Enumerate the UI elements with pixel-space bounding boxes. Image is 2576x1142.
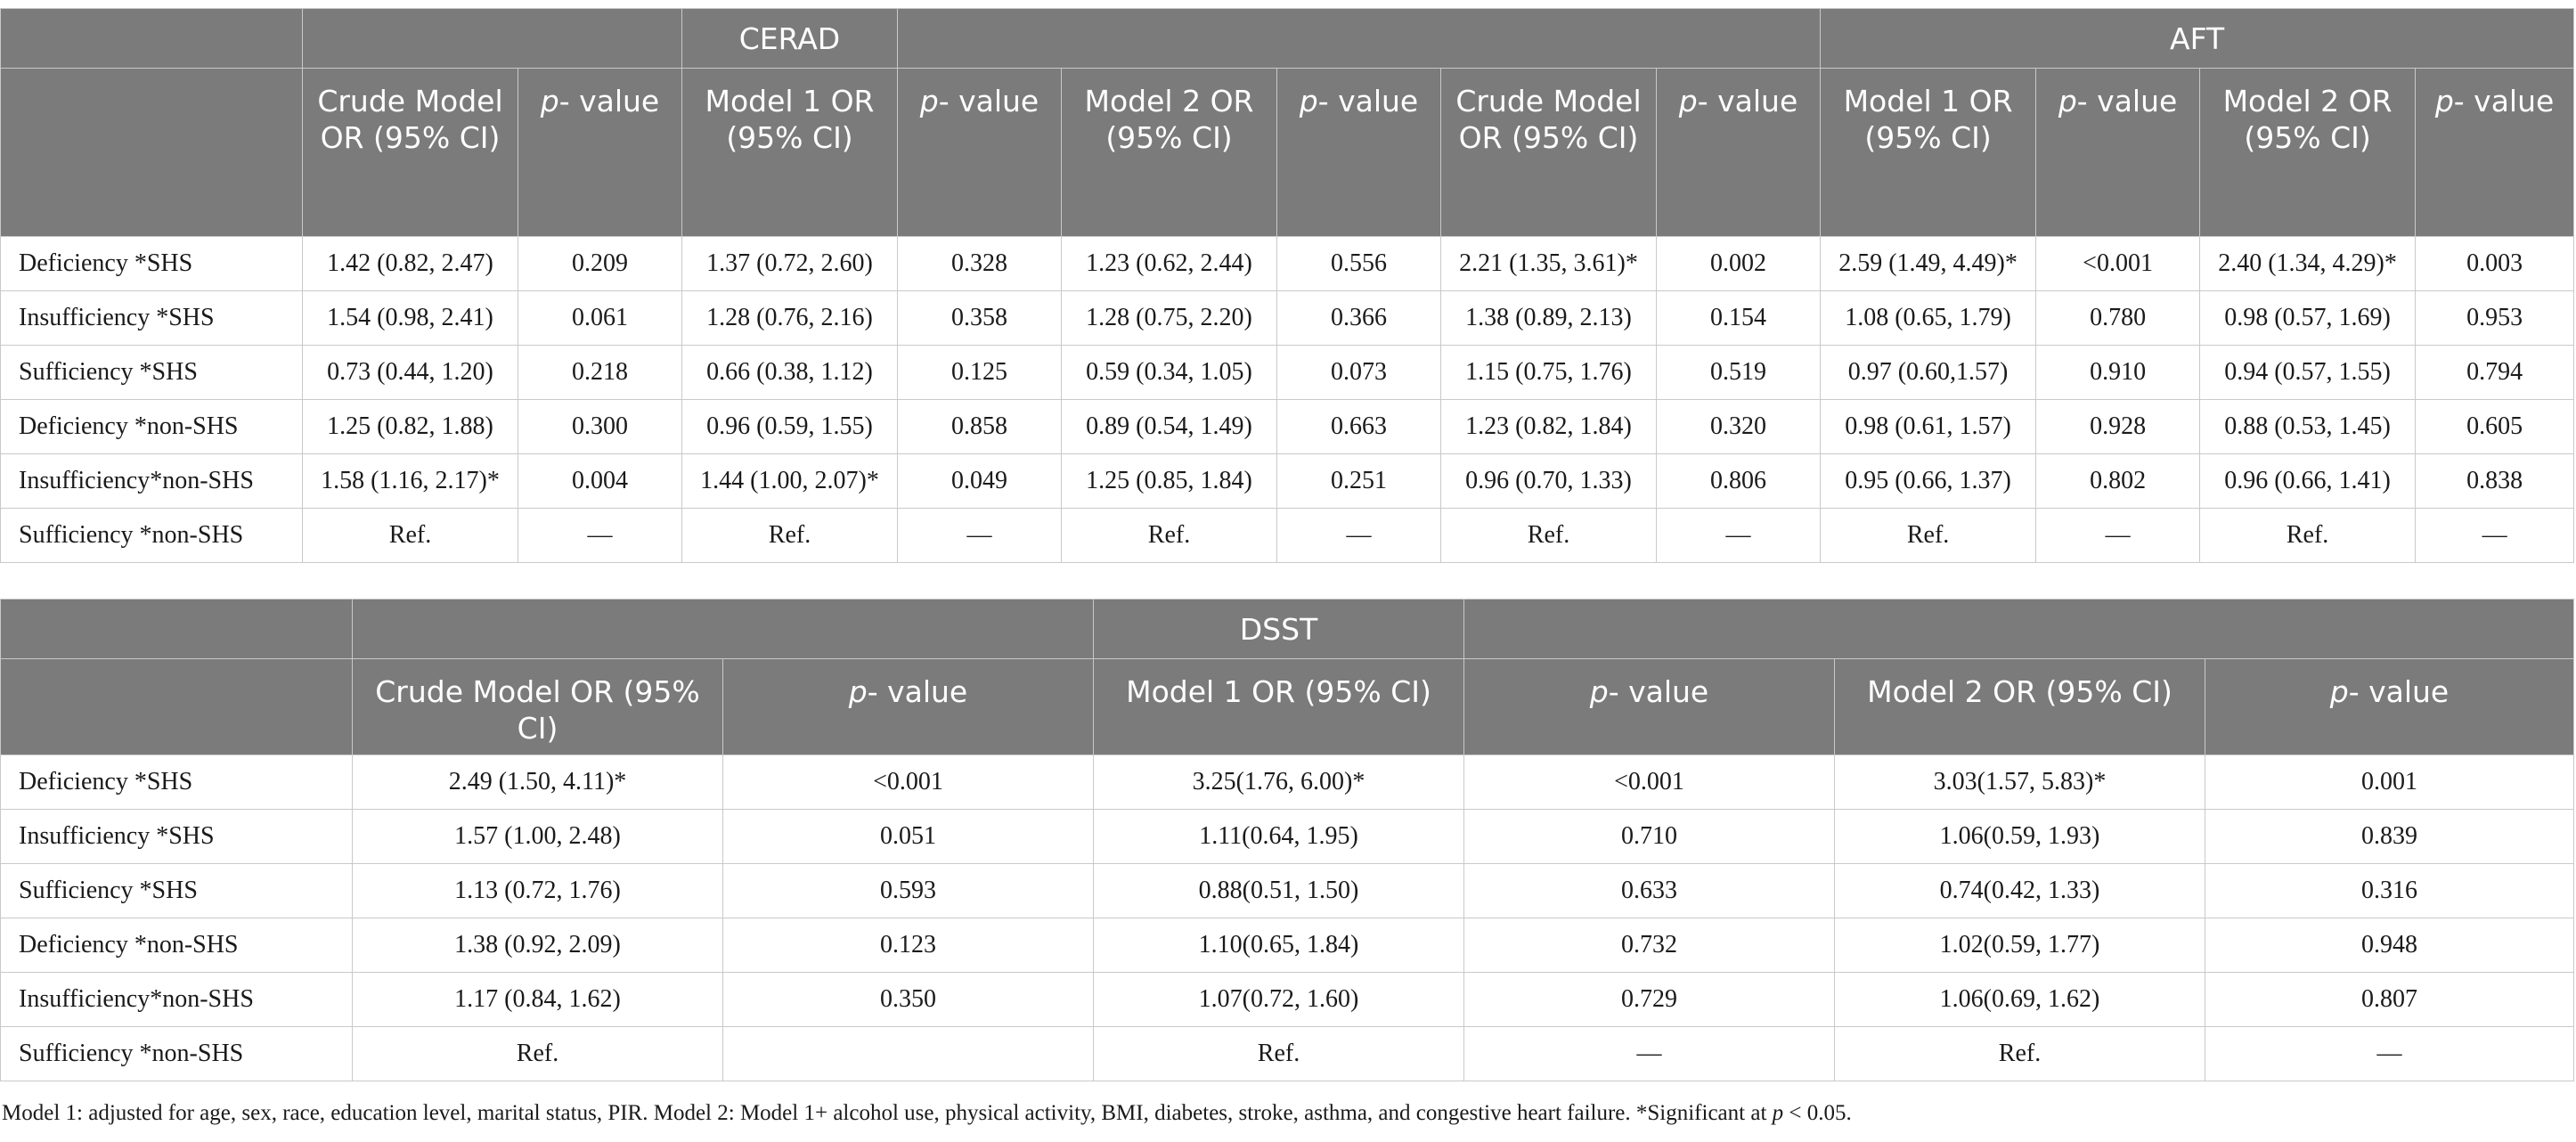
column-header-label: Model 2 OR (95% CI) — [1084, 84, 1254, 155]
p-symbol: p — [540, 84, 559, 118]
column-header — [1441, 69, 1657, 237]
table-cell: 0.74(0.42, 1.33) — [1835, 864, 2205, 918]
table-cell: — — [1464, 1027, 1835, 1081]
p-symbol: p — [848, 674, 868, 709]
table-cell: — — [898, 509, 1062, 563]
table-dsst — [0, 599, 2574, 1081]
p-symbol: p — [1678, 84, 1698, 118]
table-cell: 0.94 (0.57, 1.55) — [2200, 346, 2416, 400]
table-cell: 0.556 — [1277, 237, 1441, 291]
table-cell: 0.710 — [1464, 810, 1835, 864]
table-body — [1, 237, 2574, 563]
table-cell: 0.59 (0.34, 1.05) — [1062, 346, 1277, 400]
table-cell: 0.049 — [898, 454, 1062, 509]
table-cell: 1.37 (0.72, 2.60) — [682, 237, 898, 291]
table-row — [1, 400, 2574, 454]
column-header-label: Crude Model OR (95% CI) — [1455, 84, 1642, 155]
table-cell: 0.073 — [1277, 346, 1441, 400]
table-cell: 2.49 (1.50, 4.11)* — [353, 755, 723, 810]
table-cell: 1.57 (1.00, 2.48) — [353, 810, 723, 864]
table-cell: 1.13 (0.72, 1.76) — [353, 864, 723, 918]
table-cell: 0.125 — [898, 346, 1062, 400]
table-cell: 0.002 — [1657, 237, 1821, 291]
table-cell: 0.95 (0.66, 1.37) — [1821, 454, 2036, 509]
table-cell: 0.794 — [2416, 346, 2574, 400]
table-cell: 0.300 — [518, 400, 682, 454]
table-cell: 0.948 — [2205, 918, 2574, 973]
column-header — [2205, 659, 2574, 755]
column-header — [1657, 69, 1821, 237]
column-header-row — [1, 69, 2574, 237]
table-cell: 0.96 (0.70, 1.33) — [1441, 454, 1657, 509]
group-header-row — [1, 9, 2574, 69]
column-header-label: - value — [938, 84, 1039, 118]
row-label: Sufficiency *non-SHS — [1, 1027, 353, 1081]
footnote-text: Model 1: adjusted for age, sex, race, education level, marital status, PIR. Model 2: Model 1+ alcohol use, physical activity, BMI, diabetes, stroke, asthma, and congestive heart failure. *Significant at — [2, 1101, 1773, 1125]
group-header-blank — [1464, 600, 2574, 659]
table-cell: 1.11(0.64, 1.95) — [1094, 810, 1464, 864]
table-cell: 0.807 — [2205, 973, 2574, 1027]
column-header-label: - value — [2453, 84, 2555, 118]
table-cell: 1.06(0.69, 1.62) — [1835, 973, 2205, 1027]
row-label: Deficiency *non-SHS — [1, 400, 303, 454]
table-cell: 0.98 (0.57, 1.69) — [2200, 291, 2416, 346]
p-symbol: p — [1589, 674, 1609, 709]
table-cell: 0.328 — [898, 237, 1062, 291]
table-cell: 1.17 (0.84, 1.62) — [353, 973, 723, 1027]
p-symbol: p — [2434, 84, 2454, 118]
table-cell: Ref. — [1835, 1027, 2205, 1081]
table-cell: 1.15 (0.75, 1.76) — [1441, 346, 1657, 400]
table-cell: 1.28 (0.76, 2.16) — [682, 291, 898, 346]
table-cell: 0.218 — [518, 346, 682, 400]
table-cell: 0.98 (0.61, 1.57) — [1821, 400, 2036, 454]
column-header — [898, 69, 1062, 237]
table-cell: 1.44 (1.00, 2.07)* — [682, 454, 898, 509]
table-row — [1, 755, 2574, 810]
table-cell: — — [1657, 509, 1821, 563]
column-header — [1094, 659, 1464, 755]
group-header-blank — [1, 600, 353, 659]
table-cell: 0.593 — [723, 864, 1094, 918]
table-cell: 1.06(0.59, 1.93) — [1835, 810, 2205, 864]
column-header-label: Model 1 OR (95% CI) — [705, 84, 875, 155]
column-header — [2036, 69, 2200, 237]
table-cell: 0.358 — [898, 291, 1062, 346]
table-cell: 0.780 — [2036, 291, 2200, 346]
column-header-row — [1, 659, 2574, 755]
table-cell: 1.23 (0.62, 2.44) — [1062, 237, 1277, 291]
table-row — [1, 918, 2574, 973]
table-cell: 2.21 (1.35, 3.61)* — [1441, 237, 1657, 291]
table-cell: 1.10(0.65, 1.84) — [1094, 918, 1464, 973]
group-header-cerad: CERAD — [682, 9, 898, 69]
table-cell: 0.838 — [2416, 454, 2574, 509]
footnote-p-symbol: p — [1772, 1101, 1784, 1125]
column-header — [1, 69, 303, 237]
table-cell: 0.73 (0.44, 1.20) — [303, 346, 518, 400]
table-cell: 2.40 (1.34, 4.29)* — [2200, 237, 2416, 291]
table-cell: 0.154 — [1657, 291, 1821, 346]
table-cell: 0.806 — [1657, 454, 1821, 509]
table-cell: 0.051 — [723, 810, 1094, 864]
table-cell: 0.802 — [2036, 454, 2200, 509]
column-header-label: - value — [2348, 674, 2450, 709]
table-cell: 3.03(1.57, 5.83)* — [1835, 755, 2205, 810]
table-cell — [723, 1027, 1094, 1081]
table-cell: 0.88 (0.53, 1.45) — [2200, 400, 2416, 454]
column-header-label: Crude Model OR (95% CI) — [317, 84, 503, 155]
column-header-label: - value — [1317, 84, 1419, 118]
column-header — [2200, 69, 2416, 237]
row-label: Deficiency *non-SHS — [1, 918, 353, 973]
table-body — [1, 755, 2574, 1081]
group-header-blank — [353, 600, 1094, 659]
column-header-label: Model 1 OR (95% CI) — [1126, 674, 1431, 709]
table-cell: Ref. — [1094, 1027, 1464, 1081]
table-cell: 2.59 (1.49, 4.49)* — [1821, 237, 2036, 291]
table-cell: 0.519 — [1657, 346, 1821, 400]
table-cell: 1.42 (0.82, 2.47) — [303, 237, 518, 291]
column-header — [1835, 659, 2205, 755]
column-header — [1821, 69, 2036, 237]
table-cell: — — [2205, 1027, 2574, 1081]
table-row — [1, 810, 2574, 864]
column-header-label: Model 2 OR (95% CI) — [2222, 84, 2393, 155]
table-cell: 0.605 — [2416, 400, 2574, 454]
group-header-aft: AFT — [1821, 9, 2574, 69]
group-header-dsst: DSST — [1094, 600, 1464, 659]
column-header — [723, 659, 1094, 755]
table-cell: 1.25 (0.82, 1.88) — [303, 400, 518, 454]
table-row — [1, 346, 2574, 400]
table-cell: 1.58 (1.16, 2.17)* — [303, 454, 518, 509]
table-cell: 1.23 (0.82, 1.84) — [1441, 400, 1657, 454]
table-cell: 0.66 (0.38, 1.12) — [682, 346, 898, 400]
group-header-blank — [898, 9, 1821, 69]
table-cell: Ref. — [303, 509, 518, 563]
p-symbol: p — [919, 84, 939, 118]
row-label: Sufficiency *SHS — [1, 864, 353, 918]
row-label: Sufficiency *SHS — [1, 346, 303, 400]
table-row — [1, 509, 2574, 563]
table-cell: 0.928 — [2036, 400, 2200, 454]
table-cell: 1.07(0.72, 1.60) — [1094, 973, 1464, 1027]
table-cell: Ref. — [682, 509, 898, 563]
table-cell: 0.96 (0.59, 1.55) — [682, 400, 898, 454]
table-cell: 1.28 (0.75, 2.20) — [1062, 291, 1277, 346]
table-row — [1, 291, 2574, 346]
column-header — [303, 69, 518, 237]
row-label: Insufficiency *SHS — [1, 810, 353, 864]
table-cell: 1.02(0.59, 1.77) — [1835, 918, 2205, 973]
table-cell: <0.001 — [2036, 237, 2200, 291]
column-header-label: Model 2 OR (95% CI) — [1867, 674, 2172, 709]
p-symbol: p — [2058, 84, 2077, 118]
table-cell: 1.54 (0.98, 2.41) — [303, 291, 518, 346]
row-label: Deficiency *SHS — [1, 755, 353, 810]
table-cell: 0.858 — [898, 400, 1062, 454]
column-header — [1277, 69, 1441, 237]
table-cell: Ref. — [353, 1027, 723, 1081]
table-cell: Ref. — [1441, 509, 1657, 563]
footnote-tail: < 0.05. — [1783, 1101, 1852, 1125]
table-cell: <0.001 — [723, 755, 1094, 810]
table-cell: 0.251 — [1277, 454, 1441, 509]
row-label: Insufficiency*non-SHS — [1, 973, 353, 1027]
table-cell: 0.88(0.51, 1.50) — [1094, 864, 1464, 918]
table-cell: 0.633 — [1464, 864, 1835, 918]
row-label: Sufficiency *non-SHS — [1, 509, 303, 563]
table-cell: Ref. — [1062, 509, 1277, 563]
table-cell: <0.001 — [1464, 755, 1835, 810]
column-header — [682, 69, 898, 237]
column-header — [1, 659, 353, 755]
table-cell: Ref. — [2200, 509, 2416, 563]
row-label: Insufficiency*non-SHS — [1, 454, 303, 509]
table-cell: 0.366 — [1277, 291, 1441, 346]
row-label: Insufficiency *SHS — [1, 291, 303, 346]
column-header-label: - value — [867, 674, 968, 709]
p-symbol: p — [2329, 674, 2349, 709]
table-row — [1, 973, 2574, 1027]
row-label: Deficiency *SHS — [1, 237, 303, 291]
column-header-label: - value — [1697, 84, 1798, 118]
table-cell: 0.316 — [2205, 864, 2574, 918]
column-header — [518, 69, 682, 237]
table-cell: 0.953 — [2416, 291, 2574, 346]
table-cell: — — [2036, 509, 2200, 563]
table-row — [1, 1027, 2574, 1081]
p-symbol: p — [1299, 84, 1318, 118]
table-cell: 0.001 — [2205, 755, 2574, 810]
group-header-row — [1, 600, 2574, 659]
table-footnote — [2, 1099, 2567, 1128]
group-header-blank — [303, 9, 682, 69]
table-cell: — — [1277, 509, 1441, 563]
column-header-label: Crude Model OR (95% CI) — [375, 674, 700, 746]
column-header-label: - value — [2076, 84, 2178, 118]
table-cell: 1.08 (0.65, 1.79) — [1821, 291, 2036, 346]
table-cerad-aft — [0, 8, 2574, 563]
table-cell: 1.38 (0.89, 2.13) — [1441, 291, 1657, 346]
column-header-label: - value — [1608, 674, 1709, 709]
table-cell: — — [518, 509, 682, 563]
table-cell: Ref. — [1821, 509, 2036, 563]
table-cell: 1.25 (0.85, 1.84) — [1062, 454, 1277, 509]
table-cell: 1.38 (0.92, 2.09) — [353, 918, 723, 973]
column-header — [353, 659, 723, 755]
column-header — [1464, 659, 1835, 755]
table-cell: 0.003 — [2416, 237, 2574, 291]
table-cell: 0.320 — [1657, 400, 1821, 454]
table-cell: 0.732 — [1464, 918, 1835, 973]
column-header-label: - value — [558, 84, 660, 118]
table-cell: — — [2416, 509, 2574, 563]
group-header-blank — [1, 9, 303, 69]
column-header — [2416, 69, 2574, 237]
table-cell: 3.25(1.76, 6.00)* — [1094, 755, 1464, 810]
column-header — [1062, 69, 1277, 237]
table-cell: 0.209 — [518, 237, 682, 291]
table-cell: 0.061 — [518, 291, 682, 346]
table-cell: 0.910 — [2036, 346, 2200, 400]
table-cell: 0.729 — [1464, 973, 1835, 1027]
table-cell: 0.97 (0.60,1.57) — [1821, 346, 2036, 400]
table-cell: 0.96 (0.66, 1.41) — [2200, 454, 2416, 509]
table-cell: 0.350 — [723, 973, 1094, 1027]
table-cell: 0.004 — [518, 454, 682, 509]
table-row — [1, 237, 2574, 291]
table-cell: 0.123 — [723, 918, 1094, 973]
column-header-label: Model 1 OR (95% CI) — [1843, 84, 2013, 155]
table-row — [1, 454, 2574, 509]
table-cell: 0.839 — [2205, 810, 2574, 864]
table-row — [1, 864, 2574, 918]
table-cell: 0.89 (0.54, 1.49) — [1062, 400, 1277, 454]
table-cell: 0.663 — [1277, 400, 1441, 454]
